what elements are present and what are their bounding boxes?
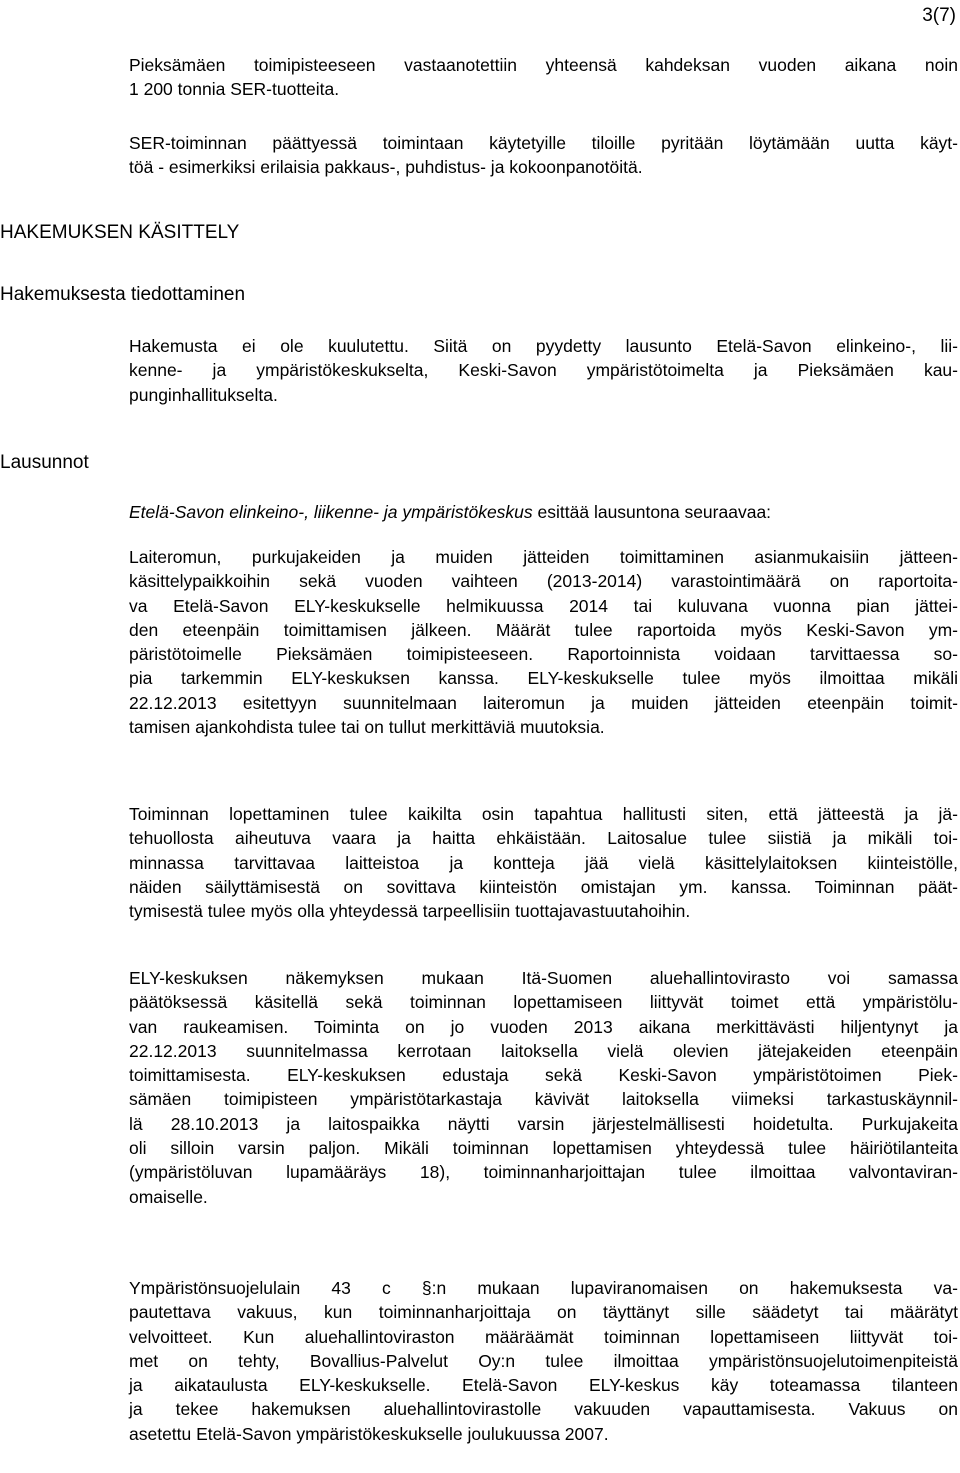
text-line: den eteenpäin toimittamisen jälkeen. Määrät tulee raportoida myös Keski-Savon ym- [129,619,958,640]
text-line: töä - esimerkiksi erilaisia pakkaus-, puhdistus- ja kokoonpanotöitä. [129,157,643,178]
text-line: omaiselle. [129,1186,208,1207]
intro-paragraph-1 [129,53,958,102]
text-line: pautettava vakuus, kun toiminnanharjoittaja on täyttänyt sille säädetyt tai määrätyt [129,1302,958,1323]
text-line: Laiteromun, purkujakeiden ja muiden jätteiden toimittaminen asianmukaisiin jätteen- [129,547,958,567]
lausunto-intro-text: esittää lausuntona seuraavaa: [532,502,772,522]
text-line: käsittelypaikkoihin sekä vuoden vaihteen (2013-2014) varastointimäärä on raportoita- [129,571,958,592]
lausunto-paragraph-d [129,1276,958,1446]
lausunnot-label: Lausunnot [0,452,89,473]
text-line: 22.12.2013 suunnitelmassa kerrotaan laitoksella vielä olevien jätejakeiden eteenpäin [129,1040,958,1061]
page-number: 3(7) [922,5,956,26]
text-line: sämäen toimipisteen ympäristötarkastaja kävivät laitoksella viimeksi tarkastuskäynnil- [129,1089,958,1110]
text-line: päristötoimelle Pieksämäen toimipisteeseen. Raportoinnista voidaan tarvittaessa so- [129,644,958,665]
text-line: lä 28.10.2013 ja laitospaikka näytti varsin järjestelmällisesti hoidetulta. Purkujakeita [129,1113,958,1134]
lausunto-intro-paragraph [129,500,958,524]
text-line: 1 200 tonnia SER-tuotteita. [129,79,340,100]
lausunto-paragraph-c [129,966,958,1209]
text-line: pia tarkemmin ELY-keskuksen kanssa. ELY-keskukselle tulee myös ilmoittaa mikäli [129,668,958,689]
text-line: met on tehty, Bovallius-Palvelut Oy:n tulee ilmoittaa ympäristönsuojelutoimenpiteistä [129,1350,958,1371]
text-line: Toiminnan lopettaminen tulee kaikilta osin tapahtua hallitusti siten, että jätteestä ja jä- [129,804,958,824]
text-line: toimittamisesta. ELY-keskuksen edustaja sekä Keski-Savon ympäristötoimen Piek- [129,1065,958,1086]
text-line: tymisestä tulee myös olla yhteydessä tarpeellisiin tuottajavastuutahoihin. [129,901,691,922]
text-line: ja tekee hakemuksen aluehallintovirastolle vakuuden vapauttamisesta. Vakuus on [129,1399,958,1420]
text-line: oli silloin varsin paljon. Mikäli toiminnan lopettamisen yhteydessä tulee häiriötilanteita [129,1138,958,1159]
subsection-heading: Hakemuksesta tiedottaminen [0,284,246,305]
text-line: Hakemusta ei ole kuulutettu. Siitä on pyydetty lausunto Etelä-Savon elinkeino-, lii- [129,336,958,356]
text-line: SER-toiminnan päättyessä toimintaan käytetyille tiloille pyritään löytämään uutta käyt- [129,133,958,153]
text-line: va Etelä-Savon ELY-keskukselle helmikuussa 2014 tai kuluvana vuonna pian jättei- [129,595,958,616]
text-line: 22.12.2013 esitettyyn suunnitelmaan laiteromun ja muiden jätteiden eteenpäin toimit- [129,692,958,713]
lausunto-paragraph-a [129,545,958,739]
text-line: tamisen ajankohdista tulee tai on tullut merkittäviä muutoksia. [129,717,605,738]
text-line: punginhallitukselta. [129,384,278,405]
tiedottaminen-paragraph [129,334,958,407]
text-line: asetettu Etelä-Savon ympäristökeskukselle joulukuussa 2007. [129,1423,609,1444]
section-heading: HAKEMUKSEN KÄSITTELY [0,222,240,243]
text-line: Pieksämäen toimipisteeseen vastaanotettiin yhteensä kahdeksan vuoden aikana noin [129,55,958,75]
text-line: minnassa tarvittavaa laitteistoa ja kontteja jää vielä käsittelylaitoksen kiinteistölle, [129,852,958,873]
lausunto-paragraph-b [129,802,958,923]
intro-paragraph-2 [129,131,958,180]
text-line: Ympäristönsuojelulain 43 c §:n mukaan lupaviranomaisen on hakemuksesta va- [129,1278,958,1298]
text-line: velvoitteet. Kun aluehallintoviraston määräämät toiminnan lopettamiseen liittyvät toi- [129,1326,958,1347]
text-line: (ympäristöluvan lupamääräys 18), toiminnanharjoittajan tulee ilmoittaa valvontaviran- [129,1162,958,1183]
text-line: ELY-keskuksen näkemyksen mukaan Itä-Suomen aluehallintovirasto voi samassa [129,968,958,988]
text-line: päätöksessä käsitellä sekä toiminnan lopettamiseen liittyvät toimet että ympäristölu- [129,992,958,1013]
text-line: tehuollosta aiheutuva vaara ja haitta ehkäistään. Laitosalue tulee siistiä ja mikäli toi- [129,828,958,849]
text-line: ja aikataulusta ELY-keskukselle. Etelä-Savon ELY-keskus käy toteamassa tilanteen [129,1375,958,1396]
text-line: näiden säilyttämisestä on sovittava kiinteistön omistajan ym. kanssa. Toiminnan päät- [129,876,958,897]
text-line: kenne- ja ympäristökeskukselta, Keski-Savon ympäristötoimelta ja Pieksämäen kau- [129,360,958,381]
lausunto-source-italic: Etelä-Savon elinkeino-, liikenne- ja ympäristökeskus [129,502,533,522]
text-line: van raukeamisen. Toiminta on jo vuoden 2013 aikana merkittävästi hiljentynyt ja [129,1016,958,1037]
